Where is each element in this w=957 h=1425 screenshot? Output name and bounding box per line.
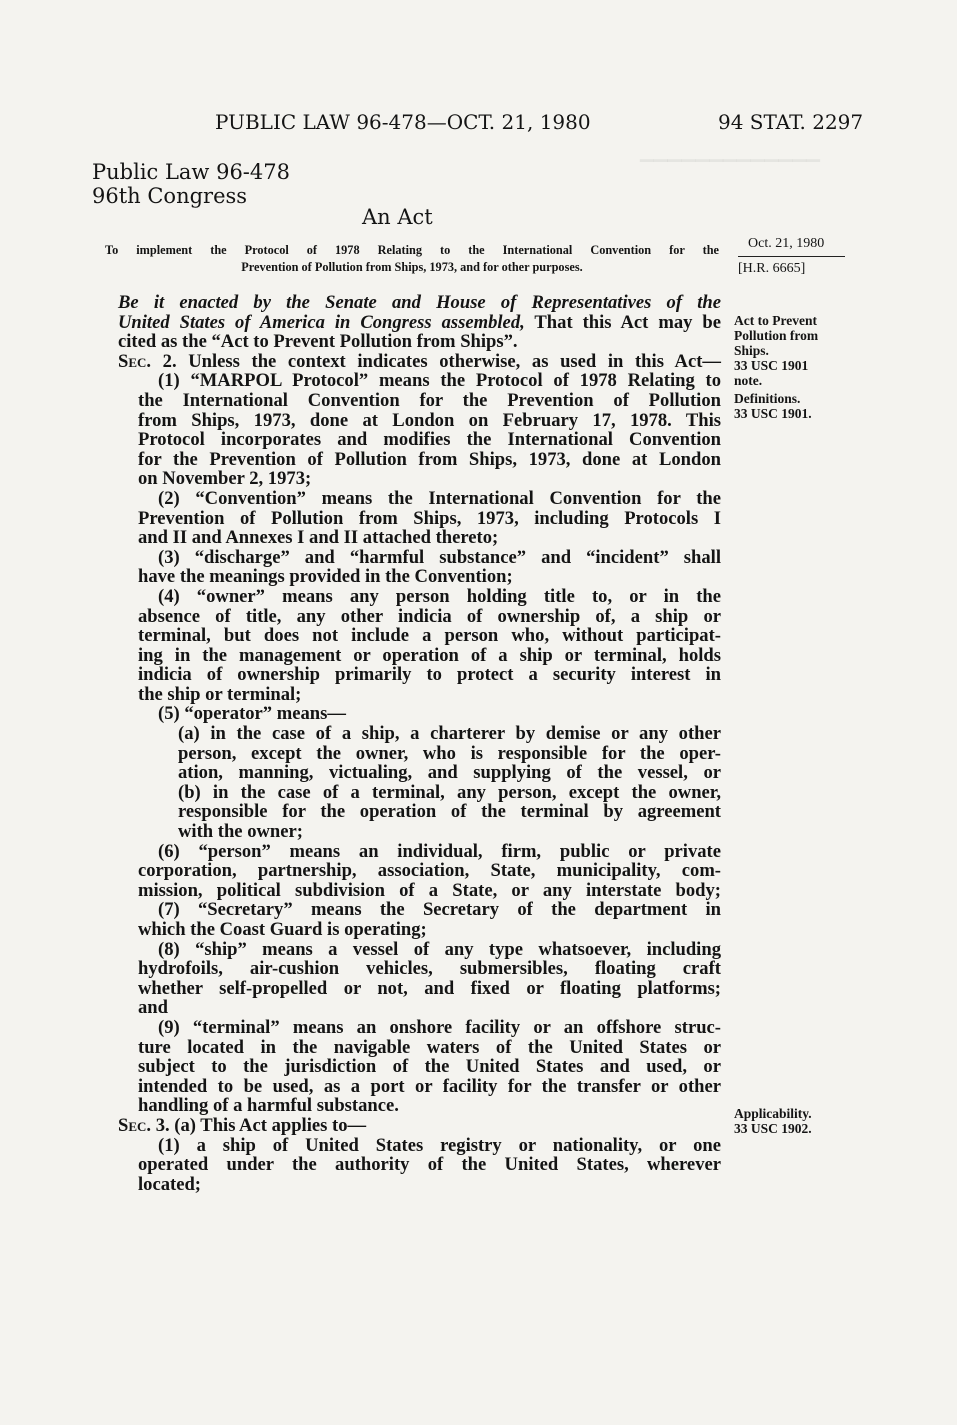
- congress-label: 96th Congress: [92, 184, 248, 208]
- statute-line: [118, 1096, 721, 1116]
- statute-text: whether self-propelled or not, and fixed or floating platforms;: [138, 977, 721, 999]
- statute-line: [118, 704, 721, 724]
- running-head: PUBLIC LAW 96-478—OCT. 21, 1980: [215, 110, 591, 134]
- statute-line: [118, 1116, 721, 1136]
- statute-text: mission, political subdivision of a State, or any interstate body;: [138, 879, 721, 901]
- stat-citation: 94 STAT. 2297: [718, 110, 864, 134]
- statute-text: Protocol incorporates and modifies the International Convention: [138, 429, 721, 451]
- statute-line: [118, 567, 721, 587]
- statute-text: (1) a ship of United States registry or nationality, or one: [158, 1134, 721, 1156]
- statute-line: [118, 646, 721, 666]
- statute-text: (7) “Secretary” means the Secretary of the department in: [158, 899, 721, 921]
- statute-line: [118, 626, 721, 646]
- purpose-statement: [105, 242, 719, 276]
- statute-line: [118, 1077, 721, 1097]
- statute-text: ture located in the navigable waters of the United States or: [138, 1036, 721, 1058]
- statute-line: [118, 1038, 721, 1058]
- section-label: Sec: [118, 1114, 147, 1136]
- statute-body: [118, 293, 721, 1194]
- statute-text: (2) “Convention” means the International Convention for the: [158, 487, 721, 509]
- statute-line: [118, 802, 721, 822]
- statute-text: and: [138, 997, 168, 1019]
- statute-line: [118, 313, 721, 333]
- statute-line: [118, 332, 721, 352]
- statute-line: [118, 1057, 721, 1077]
- header-rule: [738, 256, 845, 257]
- statute-text: have the meanings provided in the Convention;: [138, 566, 513, 588]
- statute-text: That this Act may be: [524, 311, 721, 333]
- statute-text: (9) “terminal” means an onshore facility or an offshore struc-: [158, 1016, 721, 1038]
- bill-number: [H.R. 6665]: [738, 261, 806, 276]
- statute-line: [118, 724, 721, 744]
- statute-text: absence of title, any other indicia of ownership of, a ship or: [138, 605, 721, 627]
- statute-text: the ship or terminal;: [138, 683, 302, 705]
- purpose-line: Prevention of Pollution from Ships, 1973, and for other purposes.: [241, 260, 583, 274]
- statute-text: (4) “owner” means any person holding title to, or in the: [158, 585, 721, 607]
- statute-line: [118, 783, 721, 803]
- statute-text: with the owner;: [178, 821, 303, 843]
- enactment-date: Oct. 21, 1980: [748, 236, 825, 251]
- statute-line: [118, 763, 721, 783]
- statute-text: handling of a harmful substance.: [138, 1095, 399, 1117]
- statute-line: [118, 685, 721, 705]
- statute-text: (5) “operator” means—: [158, 703, 346, 725]
- statute-text: for the Prevention of Pollution from Ships, 1973, done at London: [138, 448, 721, 470]
- statute-line: [118, 920, 721, 940]
- statute-text: hydrofoils, air-cushion vehicles, submersibles, floating craft: [138, 958, 721, 980]
- statute-text: terminal, but does not include a person who, without participat-: [138, 625, 721, 647]
- statute-line: [118, 822, 721, 842]
- statute-text: which the Coast Guard is operating;: [138, 919, 427, 940]
- statute-text: from Ships, 1973, done at London on February 17, 1978. This: [138, 409, 721, 431]
- statute-text: corporation, partnership, association, State, municipality, com-: [138, 860, 721, 882]
- statute-text: (8) “ship” means a vessel of any type whatsoever, including: [158, 938, 721, 960]
- statute-text: (3) “discharge” and “harmful substance” and “incident” shall: [158, 546, 721, 568]
- statute-line: [118, 744, 721, 764]
- statute-line: [118, 411, 721, 431]
- statute-text: ation, manning, victualing, and supplying of the vessel, or: [178, 762, 721, 784]
- margin-note-definitions: Definitions. 33 USC 1901.: [734, 391, 812, 421]
- statute-text: intended to be used, as a port or facility for the transfer or other: [138, 1075, 721, 1097]
- statute-text: the International Convention for the Prevention of Pollution: [138, 389, 721, 411]
- margin-note-applicability: Applicability. 33 USC 1902.: [734, 1106, 812, 1136]
- enacting-clause: Be it enacted by the Senate and House of Representatives of the: [118, 292, 721, 313]
- statute-text: . 2. Unless the context indicates otherwise, as used in this Act—: [146, 350, 721, 372]
- statute-line: [118, 352, 721, 372]
- statute-line: [118, 548, 721, 568]
- bleed-through-text: ▔▔▔▔▔▔▔▔▔▔▔▔▔: [640, 160, 820, 180]
- statute-text: on November 2, 1973;: [138, 468, 312, 490]
- statute-line: [118, 509, 721, 529]
- margin-note-short-title: Act to Prevent Pollution from Ships. 33 USC 1901 note.: [734, 313, 819, 388]
- statute-line: [118, 842, 721, 862]
- statute-text: (6) “person” means an individual, firm, public or private: [158, 840, 721, 862]
- statute-line: [118, 293, 721, 313]
- statute-line: [118, 998, 721, 1018]
- statute-text: Prevention of Pollution from Ships, 1973, including Protocols I: [138, 507, 721, 529]
- statute-line: [118, 430, 721, 450]
- statute-text: responsible for the operation of the terminal by agreement: [178, 801, 721, 823]
- statute-line: [118, 665, 721, 685]
- statute-line: [118, 959, 721, 979]
- public-law-number: Public Law 96-478: [92, 160, 290, 184]
- statute-line: [118, 587, 721, 607]
- statute-line: [118, 1018, 721, 1038]
- statute-line: [118, 979, 721, 999]
- statute-text: person, except the owner, who is responsible for the oper-: [178, 742, 721, 764]
- statute-line: [118, 900, 721, 920]
- statute-text: . 3. (a) This Act applies to—: [146, 1114, 367, 1136]
- statute-text: located;: [138, 1173, 201, 1195]
- statute-line: [118, 1155, 721, 1175]
- statute-text: (b) in the case of a terminal, any person, except the owner,: [178, 781, 721, 803]
- statute-line: [118, 489, 721, 509]
- statute-line: [118, 469, 721, 489]
- statute-text: (a) in the case of a ship, a charterer by demise or any other: [178, 723, 721, 745]
- statute-line: [118, 528, 721, 548]
- statute-line: [118, 607, 721, 627]
- section-label: Sec: [118, 350, 147, 372]
- statute-line: [118, 450, 721, 470]
- statute-text: indicia of ownership primarily to protect a security interest in: [138, 664, 721, 686]
- statute-line: [118, 940, 721, 960]
- purpose-line: To implement the Protocol of 1978 Relating to the International Convention for the: [105, 243, 719, 257]
- statute-text: cited as the “Act to Prevent Pollution from Ships”.: [118, 331, 518, 353]
- statute-line: [118, 861, 721, 881]
- statute-line: [118, 881, 721, 901]
- statute-text: and II and Annexes I and II attached thereto;: [138, 527, 499, 549]
- enacting-clause: United States of America in Congress assembled,: [118, 311, 525, 333]
- act-heading: An Act: [362, 205, 433, 229]
- statute-text: ing in the management or operation of a ship or terminal, holds: [138, 644, 721, 666]
- statute-line: [118, 1136, 721, 1156]
- statute-text: subject to the jurisdiction of the United States and used, or: [138, 1056, 721, 1078]
- statute-text: (1) “MARPOL Protocol” means the Protocol of 1978 Relating to: [158, 370, 721, 392]
- statute-text: operated under the authority of the United States, wherever: [138, 1154, 721, 1176]
- statute-line: [118, 1175, 721, 1195]
- statute-line: [118, 391, 721, 411]
- statute-line: [118, 371, 721, 391]
